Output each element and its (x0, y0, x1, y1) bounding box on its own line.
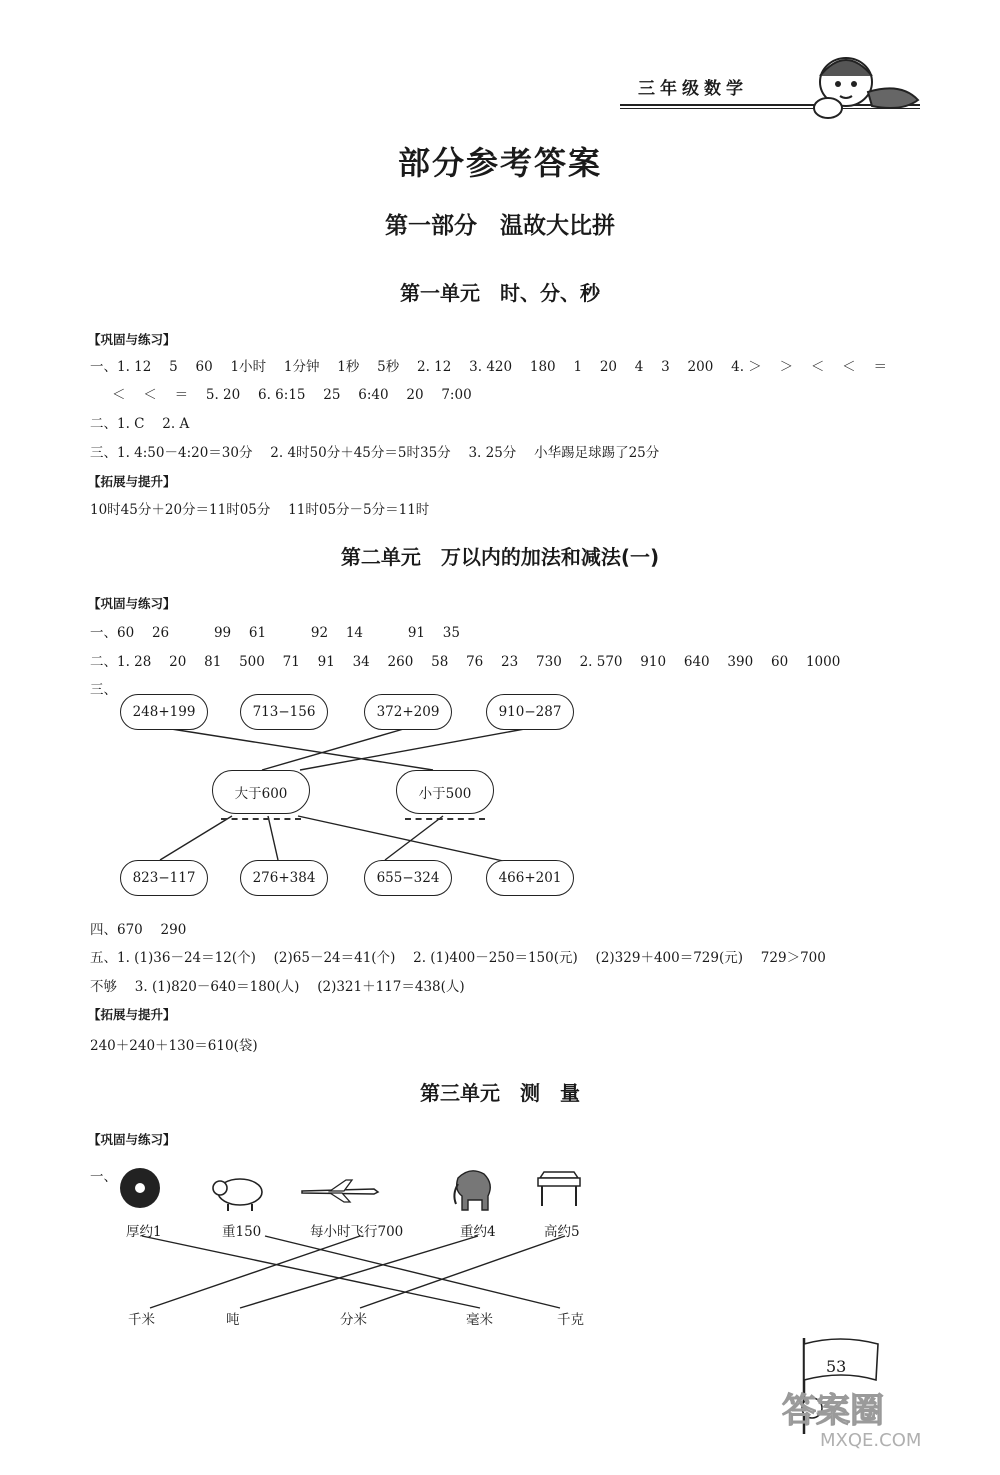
measure-item: 高约5 (544, 1224, 580, 1240)
unit-label: 千克 (557, 1312, 584, 1328)
measure-item: 重约4 (460, 1224, 496, 1240)
unit1-title: 第一单元 时、分、秒 (400, 281, 600, 305)
match-line (240, 1236, 478, 1308)
unit-label: 毫米 (466, 1312, 493, 1328)
unit2-practice-tag: 【巩固与练习】 (88, 596, 176, 611)
unit1-answer-line: 10时45分＋20分＝11时05分 11时05分－5分＝11时 (90, 502, 430, 518)
stool-icon (534, 1168, 584, 1210)
page-number: 53 (826, 1357, 847, 1376)
main-title: 部分参考答案 (397, 144, 602, 182)
basket-greater-600: 大于600 (212, 770, 310, 814)
expression-bubble: 466+201 (486, 860, 574, 896)
match-line (160, 816, 232, 860)
unit2-answer-line: 二、1. 28 20 81 500 71 91 34 260 58 76 23 730 2. 570 910 640 390 60 1000 (90, 654, 841, 670)
unit-label: 分米 (340, 1312, 367, 1328)
measure-item: 厚约1 (126, 1224, 162, 1240)
svg-text:答案圈: 答案圈 (782, 1391, 884, 1431)
unit2-title: 第二单元 万以内的加法和减法(一) (340, 545, 660, 569)
unit-label: 千米 (128, 1312, 155, 1328)
unit2-answer-line: 四、670 290 (90, 922, 187, 938)
elephant-icon (450, 1164, 496, 1212)
unit1-answer-line: ＜ ＜ ＝ 5. 20 6. 6:15 25 6:40 20 7:00 (112, 387, 472, 403)
measure-item: 重150 (222, 1224, 262, 1240)
measure-item: 每小时飞行700 (310, 1224, 404, 1240)
unit2-answer-line: 不够 3. (1)820－640＝180(人) (2)321＋117＝438(人) (90, 979, 465, 995)
basket-less-500: 小于500 (396, 770, 494, 814)
match-line (360, 1236, 565, 1308)
unit1-answer-line: 二、1. C 2. A (90, 416, 190, 432)
expression-bubble: 823−117 (120, 860, 208, 896)
unit2-extend-tag: 【拓展与提升】 (88, 1007, 176, 1022)
match-line (268, 816, 278, 860)
unit3-answer-line: 一、 (90, 1169, 117, 1185)
unit1-extend-tag: 【拓展与提升】 (88, 474, 176, 489)
unit2-answer-line: 五、1. (1)36－24＝12(个) (2)65－24＝41(个) 2. (1)400－250＝150(元) (2)329＋400＝729(元) 729＞700 (90, 950, 826, 966)
expression-bubble: 276+384 (240, 860, 328, 896)
unit3-title: 第三单元 测 量 (420, 1081, 580, 1105)
unit2-answer-line: 240＋240＋130＝610(袋) (90, 1038, 258, 1054)
unit3-practice-tag: 【巩固与练习】 (88, 1132, 176, 1147)
unit1-answer-line: 一、1. 12 5 60 1小时 1分钟 1秒 5秒 2. 12 3. 420 180 1 20 4 3 200 4. ＞ ＞ ＜ ＜ ＝ (90, 359, 887, 375)
expression-bubble: 248+199 (120, 694, 208, 730)
expression-bubble: 910−287 (486, 694, 574, 730)
disc-icon (118, 1166, 162, 1210)
match-line (385, 816, 443, 860)
unit2-answer-line: 一、60 26 99 61 92 14 91 35 (90, 625, 460, 641)
unit2-answer-line: 三、 (90, 682, 117, 698)
match-line (150, 1236, 360, 1308)
match-line (165, 728, 433, 770)
expression-bubble: 655−324 (364, 860, 452, 896)
pig-icon (208, 1170, 270, 1212)
watermark-logo (776, 1382, 976, 1452)
expression-bubble: 713−156 (240, 694, 328, 730)
header-title: 三年级数学 (638, 79, 748, 99)
unit1-answer-line: 三、1. 4:50－4:20＝30分 2. 4时50分＋45分＝5时35分 3. 25分 小华踢足球踢了25分 (90, 445, 660, 461)
expression-bubble: 372+209 (364, 694, 452, 730)
unit-label: 吨 (226, 1312, 240, 1328)
part-title: 第一部分 温故大比拼 (385, 213, 615, 239)
unit1-practice-tag: 【巩固与练习】 (88, 332, 176, 347)
airplane-icon (300, 1178, 380, 1204)
svg-text:MXQE.COM: MXQE.COM (820, 1430, 922, 1451)
